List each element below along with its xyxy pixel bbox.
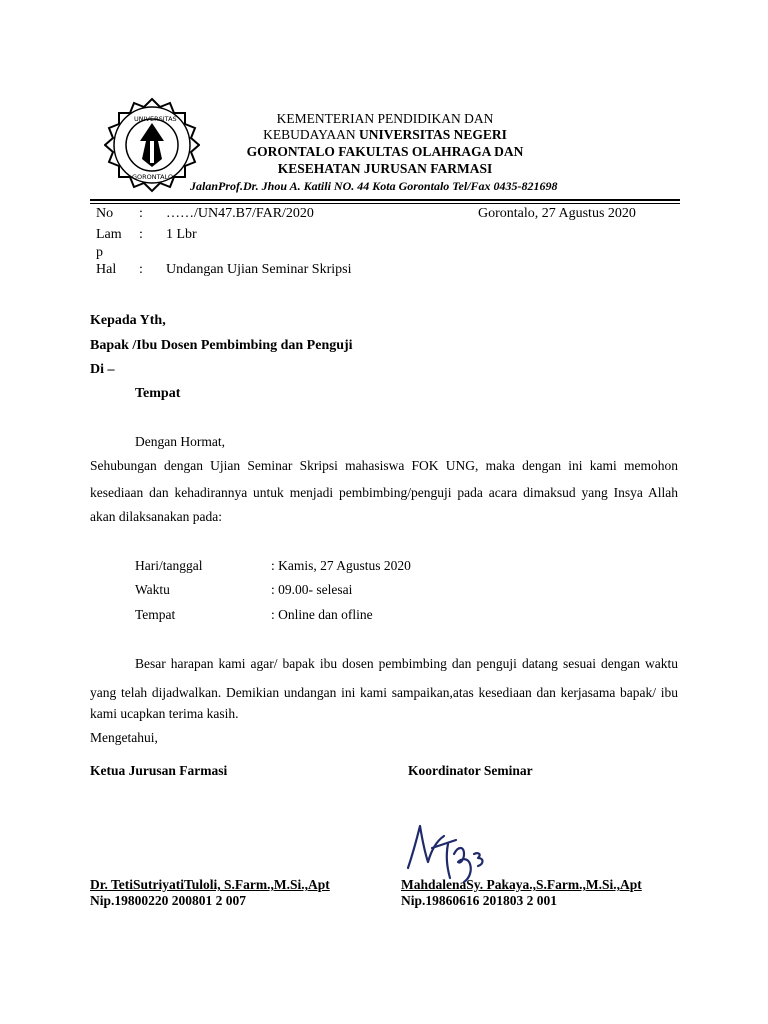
letter-date: Gorontalo, 27 Agustus 2020 <box>478 206 636 221</box>
header-ministry: KEMENTERIAN PENDIDIKAN DAN <box>276 111 494 126</box>
paragraph-2-line-1: Besar harapan kami agar/ bapak ibu dosen pembimbing dan penguji datang sesuai dengan waktu <box>135 656 678 671</box>
header-faculty: GORONTALO FAKULTAS OLAHRAGA DAN <box>246 144 524 159</box>
detail-value-place: : Online dan ofline <box>271 607 373 622</box>
paragraph-1-line-1: Sehubungan dengan Ujian Seminar Skripsi mahasiswa FOK UNG, maka dengan ini kami memohon <box>90 458 678 473</box>
greeting: Dengan Hormat, <box>135 434 225 449</box>
left-signatory-nip: Nip.19800220 200801 2 007 <box>90 893 247 908</box>
recipient-place: Tempat <box>135 386 181 401</box>
right-signatory-name: MahdalenaSy. Pakaya.,S.Farm.,M.Si.,Apt <box>401 877 642 892</box>
paragraph-2-line-2: yang telah dijadwalkan. Demikian undangan ini kami sampaikan,atas kesediaan dan kerjasama bapak/ ibu <box>90 685 678 700</box>
svg-text:GORONTALO: GORONTALO <box>132 173 174 181</box>
header-university: UNIVERSITAS NEGERI <box>358 127 507 142</box>
number-label: No <box>96 206 114 221</box>
header-rule-thin <box>90 203 680 204</box>
subject-value: Undangan Ujian Seminar Skripsi <box>166 262 352 277</box>
header-rule-thick <box>90 199 680 201</box>
recipient-name: Bapak /Ibu Dosen Pembimbing dan Penguji <box>90 338 353 353</box>
left-signatory-name: Dr. TetiSutriyatiTuloli, S.Farm.,M.Si.,Apt <box>90 877 330 892</box>
paragraph-2-line-3: kami ucapkan terima kasih. <box>90 706 239 721</box>
attachment-label: Lam <box>96 227 122 242</box>
subject-colon: : <box>139 262 143 277</box>
header-department: KESEHATAN JURUSAN FARMASI <box>277 161 493 176</box>
attachment-label-wrap: p <box>96 245 103 260</box>
header-line2-normal: KEBUDAYAAN <box>263 127 359 142</box>
detail-label-date: Hari/tanggal <box>135 558 203 573</box>
detail-value-time: : 09.00- selesai <box>271 582 353 597</box>
detail-value-date: : Kamis, 27 Agustus 2020 <box>271 558 411 573</box>
right-signatory-nip: Nip.19860616 201803 2 001 <box>401 893 558 908</box>
header-line2 <box>185 126 585 143</box>
header-address: JalanProf.Dr. Jhou A. Katili NO. 44 Kota Gorontalo Tel/Fax 0435-821698 <box>190 179 558 193</box>
attachment-value: 1 Lbr <box>166 227 197 242</box>
detail-label-time: Waktu <box>135 582 170 597</box>
closing: Mengetahui, <box>90 730 158 745</box>
svg-text:UNIVERSITAS: UNIVERSITAS <box>134 115 177 123</box>
letter-number: ……/UN47.B7/FAR/2020 <box>166 206 314 221</box>
left-signatory-title: Ketua Jurusan Farmasi <box>90 763 228 778</box>
number-colon: : <box>139 206 143 221</box>
paragraph-1-line-2: kesediaan dan kehadirannya untuk menjadi pembimbing/penguji pada acara dimaksud yang Insya Allah <box>90 485 678 500</box>
recipient-salutation: Kepada Yth, <box>90 313 166 328</box>
paragraph-1-line-3: akan dilaksanakan pada: <box>90 509 222 524</box>
right-signatory-title: Koordinator Seminar <box>408 763 533 778</box>
attachment-colon: : <box>139 227 143 242</box>
detail-label-place: Tempat <box>135 607 176 622</box>
subject-label: Hal <box>96 262 117 277</box>
recipient-di: Di – <box>90 362 115 377</box>
